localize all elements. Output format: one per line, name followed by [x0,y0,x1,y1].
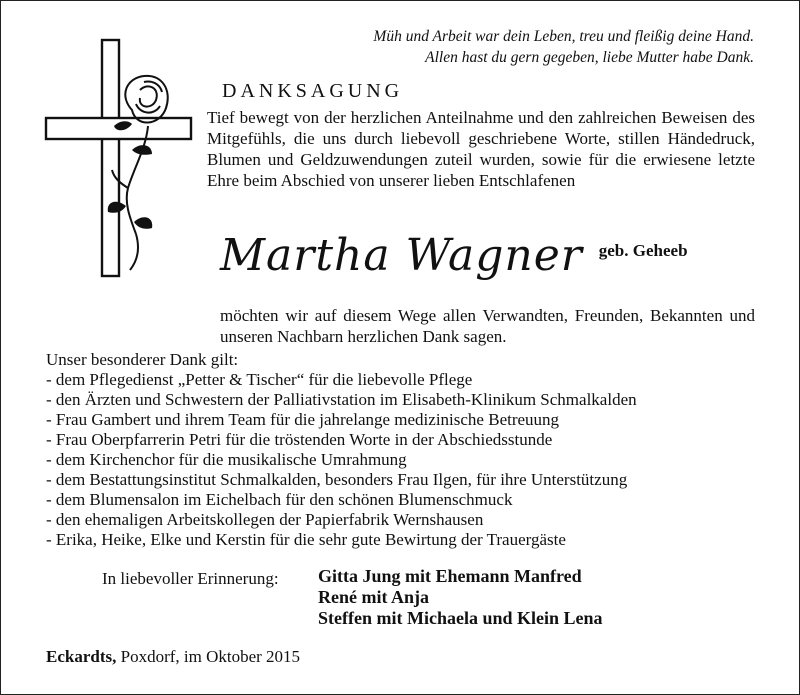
list-item: - dem Blumensalon im Eichelbach für den schönen Blumenschmuck [46,490,513,509]
list-item: - den ehemaligen Arbeitskollegen der Papierfabrik Wernshausen [46,510,484,529]
list-item: - den Ärzten und Schwestern der Palliativstation im Elisabeth-Klinikum Schmalkalden [46,390,637,409]
list-item: - dem Kirchenchor für die musikalische Umrahmung [46,450,407,469]
thanks-paragraph: möchten wir auf diesem Wege allen Verwandten, Freunden, Bekannten und unseren Nachbarn herzlichen Dank sagen. [220,306,755,346]
list-item: - Erika, Heike, Elke und Kerstin für die sehr gute Bewirtung der Trauergäste [46,530,566,549]
motto-line-2: Allen hast du gern gegeben, liebe Mutter habe Dank. [425,49,754,66]
mourner-name: Steffen mit Michaela und Klein Lena [318,608,603,628]
intro-paragraph: Tief bewegt von der herzlichen Anteilnahme und den zahlreichen Beweisen des Mitgefühls, die uns durch liebevoll geschriebene Worte, stillen Händedruck, Blumen und Geldzuwendungen zuteil wurden, sowie für die erwiesene letzte Ehre beim Abschied von unserer lieben Entschlafenen [207,108,755,190]
page-title: DANKSAGUNG [222,80,404,102]
special-thanks-list [46,350,637,550]
cross-with-rose-icon [44,38,204,278]
mourner-name: Gitta Jung mit Ehemann Manfred [318,566,582,586]
deceased-name: Martha Wagner [220,230,583,281]
list-item: - Frau Oberpfarrerin Petri für die tröstenden Worte in der Abschiedsstunde [46,430,553,449]
list-item: - dem Bestattungsinstitut Schmalkalden, besonders Frau Ilgen, für ihre Unterstützung [46,470,628,489]
memory-label: In liebevoller Erinnerung: [102,569,279,588]
place-date-footer [46,647,300,667]
mourner-name: René mit Anja [318,587,429,607]
footer-place: Eckardts, [46,647,117,666]
list-heading: Unser besonderer Dank gilt: [46,350,239,369]
motto-line-1: Müh und Arbeit war dein Leben, treu und fleißig deine Hand. [373,28,754,45]
list-item: - dem Pflegedienst „Petter & Tischer“ für die liebevolle Pflege [46,370,473,389]
name-row [220,230,688,281]
motto [314,26,754,68]
list-item: - Frau Gambert und ihrem Team für die jahrelange medizinische Betreuung [46,410,560,429]
birth-name: geb. Geheeb [598,241,688,260]
footer-date: Poxdorf, im Oktober 2015 [116,647,301,666]
mourners-list [318,566,603,629]
